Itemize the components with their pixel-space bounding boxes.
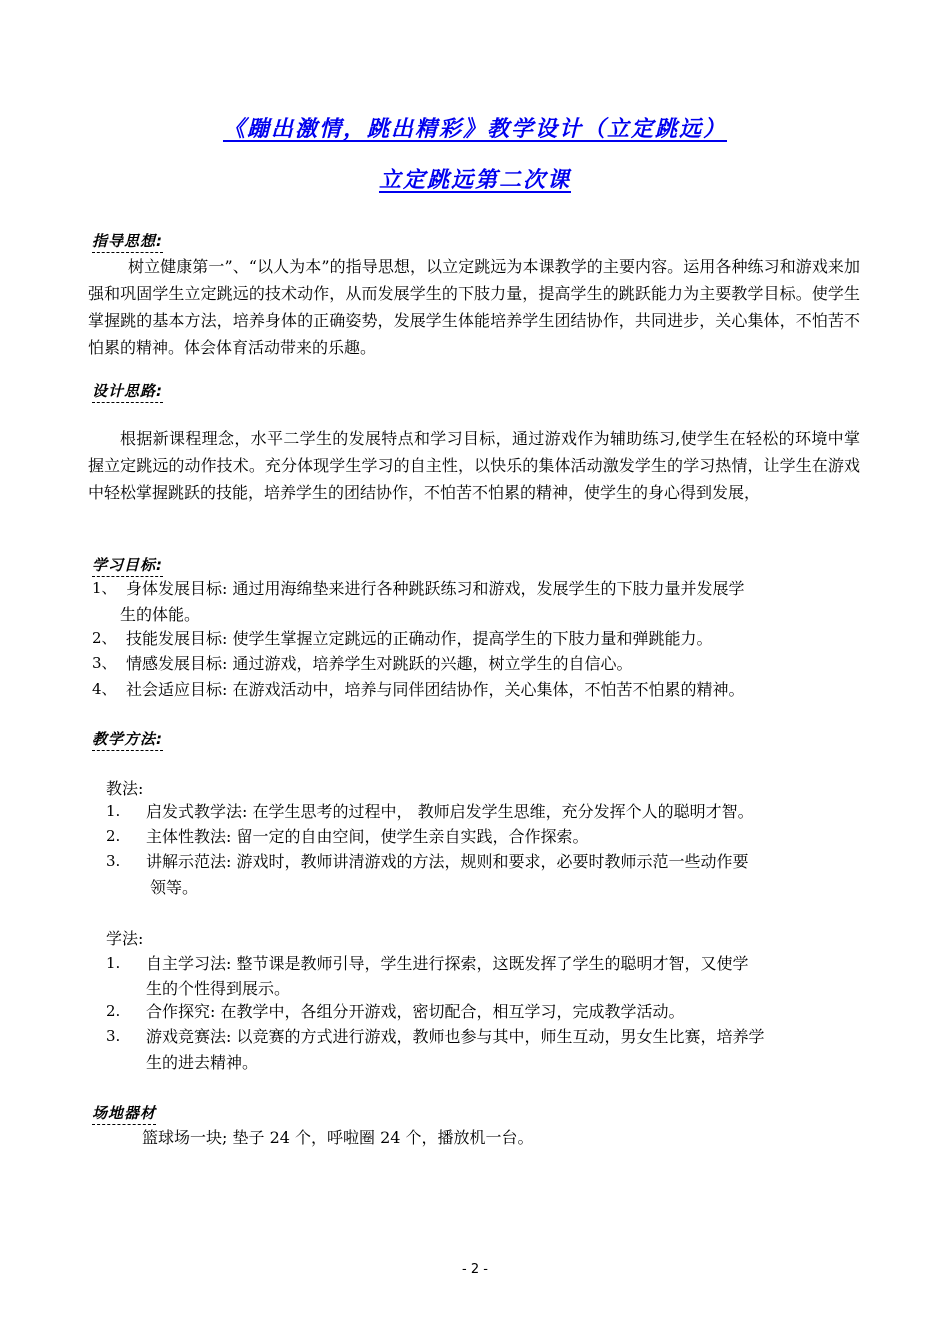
goal-item: 技能发展目标: 使学生掌握立定跳远的正确动作，提高学生的下肢力量和弹跳能力。 [126,629,713,648]
equipment-heading: 场地器材 [92,1102,156,1125]
equipment-text: 篮球场一块; 垫子 24 个，呼啦圈 24 个，播放机一台。 [142,1128,534,1147]
teach-method-label: 教法: [106,779,144,798]
learn-method-item: 合作探究: 在教学中，各组分开游戏，密切配合，相互学习，完成教学活动。 [146,1002,685,1021]
design-heading: 设计思路: [92,380,163,403]
teach-method-item: 启发式教学法: 在学生思考的过程中， 教师启发学生思维，充分发挥个人的聪明才智。 [146,802,754,821]
teach-method-number: 2. [106,827,121,845]
goal-item: 身体发展目标: 通过用海绵垫来进行各种跳跃练习和游戏，发展学生的下肢力量并发展学 [126,579,745,598]
learn-method-item: 游戏竞赛法: 以竞赛的方式进行游戏，教师也参与其中，师生互动，男女生比赛，培养学 [146,1027,765,1046]
teach-method-item: 讲解示范法: 游戏时，教师讲清游戏的方法，规则和要求，必要时教师示范一些动作要 [146,852,749,871]
teach-method-item: 主体性教法: 留一定的自由空间，使学生亲自实践，合作探索。 [146,827,589,846]
design-paragraph: 根据新课程理念，水平二学生的发展特点和学习目标，通过游戏作为辅助练习,使学生在轻松的环境中掌握立定跳远的动作技术。充分体现学生学习的自主性，以快乐的集体活动激发学生的学习热情，让学生在游戏中轻松掌握跳跃的技能，培养学生的团结协作，不怕苦不怕累的精神，使学生的身心得到发展， [88,429,860,502]
learn-method-item-continued: 生的个性得到展示。 [146,979,291,998]
teach-method-number: 3. [106,852,121,870]
guide-heading: 指导思想: [92,230,163,253]
learn-method-item: 自主学习法: 整节课是教师引导，学生进行探索，这既发挥了学生的聪明才智，又使学 [146,954,749,973]
goal-number: 3、 [92,654,117,672]
guide-paragraph: 树立健康第一”、“以人为本”的指导思想，以立定跳远为本课教学的主要内容。运用各种练习和游戏来加强和巩固学生立定跳远的技术动作，从而发展学生的下肢力量，提高学生的跳跃能力为主要教学目标。使学生掌握跳的基本方法，培养身体的正确姿势，发展学生体能培养学生团结协作，共同进步，关心集体，不怕苦不怕累的精神。体会体育活动带来的乐趣。 [88,257,860,357]
document-subtitle: 立定跳远第二次课 [378,168,571,193]
document-title: 《蹦出激情，跳出精彩》教学设计（立定跳远） [222,117,727,142]
learn-method-label: 学法: [106,929,144,948]
goal-number: 1、 [92,579,117,597]
page-number: - 2 - [462,1262,488,1277]
goal-item-continued: 生的体能。 [120,605,201,624]
learn-method-number: 1. [106,954,121,972]
goals-heading: 学习目标: [92,554,163,577]
learn-method-number: 3. [106,1027,121,1045]
methods-heading: 教学方法: [92,728,163,751]
learn-method-number: 2. [106,1002,121,1020]
learn-method-item-continued: 生的进去精神。 [146,1053,259,1072]
teach-method-number: 1. [106,802,121,820]
goal-number: 4、 [92,680,117,698]
goal-item: 情感发展目标: 通过游戏，培养学生对跳跃的兴趣，树立学生的自信心。 [126,654,633,673]
teach-method-item-continued: 领等。 [150,878,199,897]
goal-item: 社会适应目标: 在游戏活动中，培养与同伴团结协作，关心集体，不怕苦不怕累的精神。 [126,680,745,699]
goal-number: 2、 [92,629,117,647]
